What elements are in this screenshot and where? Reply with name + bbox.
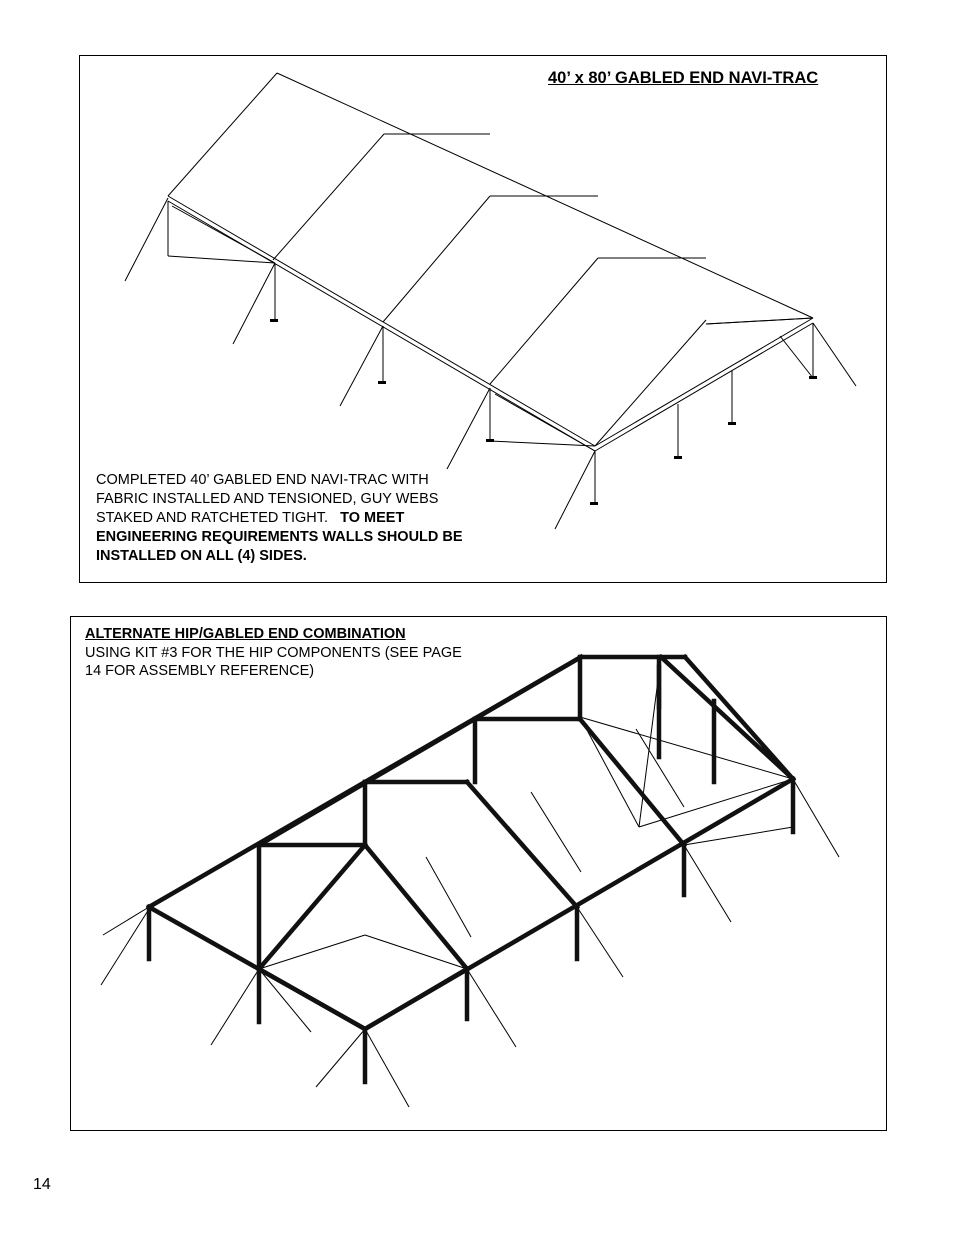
- figure-caption: [96, 471, 476, 566]
- figure-caption: [85, 625, 465, 681]
- figure-hip-gabled-combination: [70, 616, 887, 1131]
- caption-heading: ALTERNATE HIP/GABLED END COMBINATION: [85, 626, 406, 642]
- figure-title: 40’ x 80’ GABLED END NAVI-TRAC: [548, 69, 819, 87]
- page-number: 14: [33, 1176, 51, 1193]
- caption-bold-text: TO MEET ENGINEERING REQUIREMENTS WALLS SHOULD BE INSTALLED ON ALL (4) SIDES.: [96, 510, 463, 564]
- figure-gabled-end: [79, 55, 887, 583]
- caption-body: USING KIT #3 FOR THE HIP COMPONENTS (SEE PAGE 14 FOR ASSEMBLY REFERENCE): [85, 644, 462, 679]
- caption-regular-text: COMPLETED 40’ GABLED END NAVI-TRAC WITH FABRIC INSTALLED AND TENSIONED, GUY WEBS STAKED AND RATCHETED TIGHT.: [96, 472, 439, 526]
- hip-gabled-frame-drawing: [71, 617, 886, 1130]
